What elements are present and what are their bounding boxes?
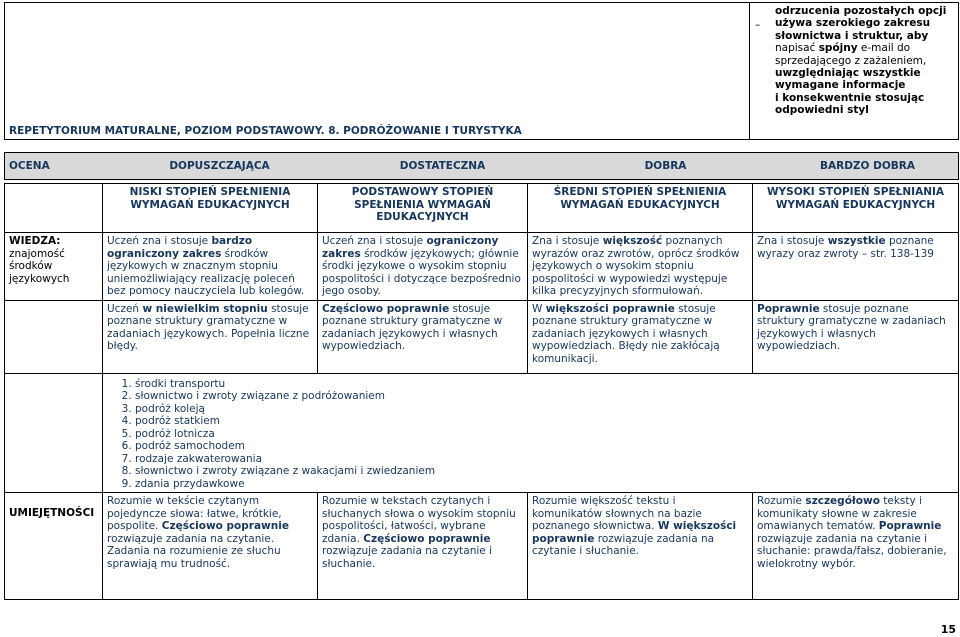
criteria-line: uwzględniając wszystkie	[775, 67, 921, 80]
bold-text: szczegółowo	[805, 495, 880, 507]
wiedza-header	[5, 233, 103, 301]
page-number: 15	[940, 623, 956, 636]
grade-bardzo-dobra: BARDZO DOBRA	[777, 153, 959, 180]
criteria-line: słownictwa i struktur, aby	[775, 29, 929, 42]
criteria-line	[775, 42, 954, 54]
umiejetnosci-label: UMIEJĘTNOŚCI	[9, 507, 95, 519]
text: Rozumie	[757, 495, 806, 507]
bold-text: Poprawnie	[878, 520, 942, 532]
bold-text: Częściowo poprawnie	[363, 532, 491, 545]
grade-dopuszczajaca: DOPUSZCZAJĄCA	[108, 153, 331, 180]
writing-criteria-cell	[750, 3, 959, 140]
text: stosuje poznane struktury gramatyczne w zadaniach językowych i własnych wypowiedziach.	[757, 302, 946, 352]
text: środków językowych w znacznym stopniu uniemożliwiający realizację poleceń bez pomocy nauczyciela lub kolegów.	[107, 247, 305, 297]
wiedza-c2	[318, 233, 528, 301]
text: rozwiązuje zadania na czytanie i słuchanie.	[322, 545, 492, 570]
grammar-c2	[318, 300, 528, 373]
text: e-mail do	[857, 42, 911, 55]
skills-c2	[318, 493, 528, 600]
topic-item: 8. słownictwo i zwroty związane z wakacjami i zwiedzaniem	[135, 465, 954, 478]
wiedza-c4	[753, 233, 959, 301]
text: W	[532, 302, 546, 315]
text: Uczeń zna i stosuje	[107, 235, 212, 247]
skills-c1	[103, 493, 318, 600]
bold-text: Częściowo poprawnie	[161, 520, 289, 532]
text: Zna i stosuje	[757, 235, 828, 247]
criteria-line: używa szerokiego zakresu	[775, 17, 931, 30]
skills-c3	[528, 493, 753, 600]
text: stosuje poznane struktury gramatyczne w zadaniach językowych i własnych wypowiedziach. Błędy nie zakłócają komunikacji.	[532, 302, 720, 365]
criteria-line: i konsekwentnie stosując	[775, 91, 925, 104]
wiedza-sub: znajomość środków językowych	[9, 247, 70, 285]
level-low: NISKI STOPIEŃ SPEŁNIENIA WYMAGAŃ EDUKACYJNYCH	[103, 184, 318, 233]
text: Rozumie w tekstach czytanych i słuchanych słowa o wysokim stopniu pospolitości, łatwości, wybrane zdania.	[322, 495, 516, 545]
main-table	[4, 183, 959, 600]
criteria-line: odpowiedni styl	[775, 104, 869, 117]
text: poznane wyrazy oraz zwroty – str. 138-139	[757, 235, 934, 260]
text: napisać	[775, 42, 819, 55]
text: stosuje poznane struktury gramatyczne w zadaniach językowych. Popełnia liczne błędy.	[107, 302, 310, 352]
bold-text: wszystkie	[827, 235, 886, 247]
umiejetnosci-header	[5, 493, 103, 600]
grammar-row-header	[5, 300, 103, 373]
top-title-cell	[5, 3, 750, 140]
grade-dobra: DOBRA	[554, 153, 777, 180]
bold-text: Poprawnie	[757, 302, 820, 315]
bold-text: w niewielkim stopniu	[142, 302, 268, 315]
topic-item: 9. zdania przydawkowe	[135, 478, 954, 491]
topics-row-header	[5, 373, 103, 493]
topic-item: 5. podróż lotnicza	[135, 428, 954, 441]
bold-text: większości poprawnie	[545, 302, 675, 315]
text: środków językowych; głównie środki językowe o wysokim stopniu pospolitości i dotyczące bezpośrednio jego osoby.	[322, 247, 521, 297]
wiedza-c3	[528, 233, 753, 301]
text: rozwiązuje zadania na czytanie i słuchanie.	[532, 532, 715, 557]
wiedza-c1	[103, 233, 318, 301]
text: Uczeń zna i stosuje	[322, 235, 427, 247]
criteria-line: odrzucenia pozostałych opcji	[775, 5, 947, 17]
bold-text: ograniczony zakres	[322, 235, 499, 260]
corner-cell	[5, 184, 103, 233]
topic-item: 7. rodzaje zakwaterowania	[135, 453, 954, 466]
topic-item: 2. słownictwo i zwroty związane z podróżowaniem	[135, 390, 954, 403]
topic-item: 6. podróż samochodem	[135, 440, 954, 453]
level-high: WYSOKI STOPIEŃ SPEŁNIANIA WYMAGAŃ EDUKACYJNYCH	[753, 184, 959, 233]
grammar-c1	[103, 300, 318, 373]
topics-cell	[103, 373, 959, 493]
bold-text: bardzo ograniczony zakres	[107, 235, 253, 260]
text: Rozumie w tekście czytanym pojedyncze słowa: łatwe, krótkie, pospolite.	[107, 495, 282, 532]
top-table	[4, 2, 959, 140]
bold-text: Częściowo poprawnie	[322, 302, 450, 315]
grade-dostateczna: DOSTATECZNA	[331, 153, 554, 180]
grade-ocena: OCENA	[5, 153, 109, 180]
grades-bar	[4, 152, 959, 180]
bold-text: W większości poprawnie	[532, 520, 737, 545]
dash-bullet: –	[755, 19, 761, 31]
wiedza-label: WIEDZA:	[9, 235, 61, 247]
section-title: REPETYTORIUM MATURALNE, POZIOM PODSTAWOWY. 8. PODRÓŻOWANIE I TURYSTYKA	[9, 124, 522, 137]
text: rozwiązuje zadania na czytanie. Zadania na rozumienie ze słuchu sprawiają mu trudność.	[107, 532, 281, 570]
text: Uczeń	[107, 302, 143, 315]
criteria-line: wymagane informacje	[775, 79, 906, 92]
skills-c4	[753, 493, 959, 600]
text: stosuje poznane struktury gramatyczne w zadaniach językowych i własnych wypowiedziach.	[322, 302, 503, 352]
text: teksty i komunikaty słowne w zakresie omawianych tematów.	[757, 495, 922, 532]
bold-text: spójny	[818, 42, 858, 55]
level-medium: ŚREDNI STOPIEŃ SPEŁNIENIA WYMAGAŃ EDUKACYJNYCH	[528, 184, 753, 233]
criteria-line: sprzedającego z zażaleniem,	[775, 54, 927, 67]
text: Zna i stosuje	[532, 235, 603, 247]
grammar-c3	[528, 300, 753, 373]
text: rozwiązuje zadania na czytanie i słuchanie: prawda/fałsz, dobieranie, wielokrotny wybór.	[757, 532, 947, 570]
level-basic: PODSTAWOWY STOPIEŃ SPEŁNIENIA WYMAGAŃ EDUKACYJNYCH	[318, 184, 528, 233]
text: poznanych wyrazów oraz zwrotów, oprócz środków językowych o wysokim stopniu pospolitości w wypowiedzi występuje kilka precyzyjnych sformułowań.	[532, 235, 740, 297]
topics-list	[107, 378, 954, 491]
topic-item: 3. podróż koleją	[135, 403, 954, 416]
bold-text: większość	[602, 235, 663, 247]
grammar-c4	[753, 300, 959, 373]
text: Rozumie większość tekstu i komunikatów słownych na bazie poznanego słownictwa.	[532, 495, 702, 532]
topic-item: 4. podróż statkiem	[135, 415, 954, 428]
topic-item: 1. środki transportu	[135, 378, 954, 391]
